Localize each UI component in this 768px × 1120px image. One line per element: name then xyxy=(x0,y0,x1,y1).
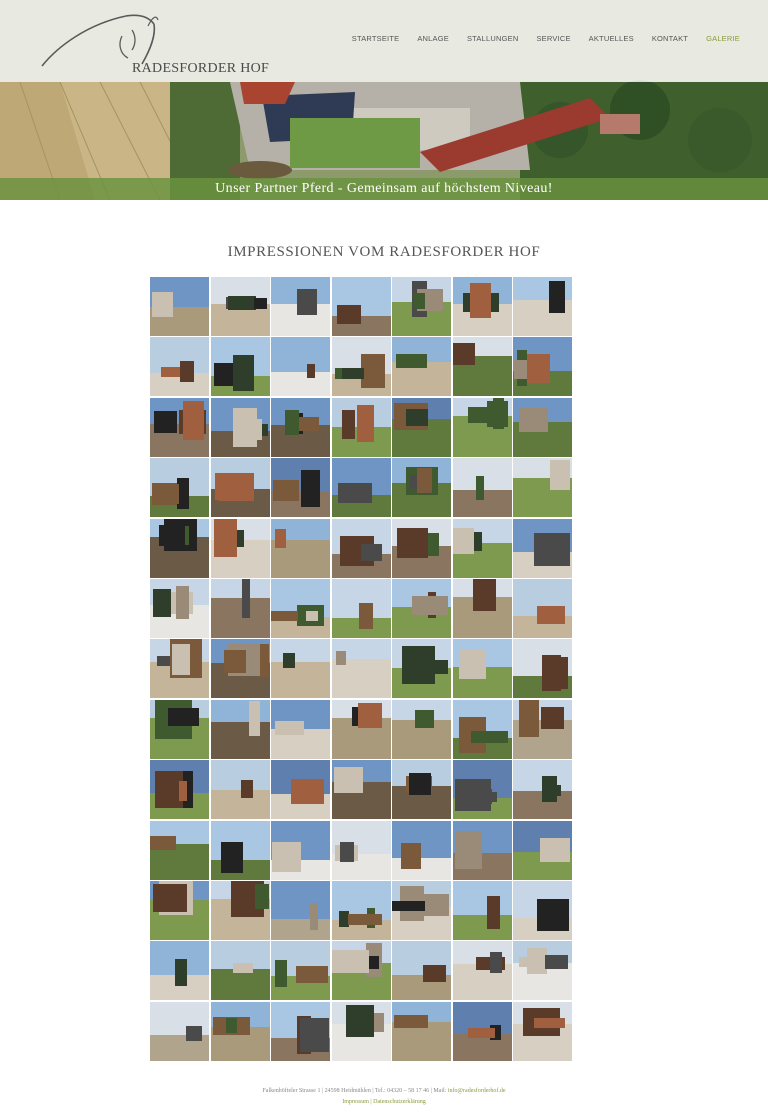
gallery-thumbnail[interactable] xyxy=(332,760,391,819)
photo-thumbnail-image xyxy=(453,821,512,880)
photo-thumbnail-image xyxy=(453,1002,512,1061)
gallery-thumbnail[interactable] xyxy=(453,579,512,638)
gallery-thumbnail[interactable] xyxy=(392,337,451,396)
photo-thumbnail-image xyxy=(271,398,330,457)
gallery-thumbnail[interactable] xyxy=(211,760,270,819)
photo-thumbnail-image xyxy=(453,760,512,819)
photo-thumbnail-image xyxy=(211,277,270,336)
gallery-thumbnail[interactable] xyxy=(150,700,209,759)
gallery-thumbnail[interactable] xyxy=(513,398,572,457)
photo-thumbnail-image xyxy=(513,519,572,578)
photo-thumbnail-image xyxy=(271,277,330,336)
gallery-thumbnail[interactable] xyxy=(150,579,209,638)
gallery-thumbnail[interactable] xyxy=(211,277,270,336)
tagline-bar xyxy=(0,178,768,200)
header-bar xyxy=(0,0,768,82)
gallery-thumbnail[interactable] xyxy=(211,519,270,578)
gallery-thumbnail[interactable] xyxy=(513,277,572,336)
gallery-thumbnail[interactable] xyxy=(332,579,391,638)
photo-thumbnail-image xyxy=(271,941,330,1000)
photo-thumbnail-image xyxy=(211,881,270,940)
photo-thumbnail-image xyxy=(150,458,209,517)
gallery-thumbnail[interactable] xyxy=(332,458,391,517)
photo-thumbnail-image xyxy=(150,277,209,336)
nav-item-galerie[interactable]: GALERIE xyxy=(706,34,740,43)
gallery-thumbnail[interactable] xyxy=(211,1002,270,1061)
photo-thumbnail-image xyxy=(332,821,391,880)
photo-thumbnail-image xyxy=(513,398,572,457)
gallery-thumbnail[interactable] xyxy=(271,398,330,457)
gallery-thumbnail[interactable] xyxy=(332,398,391,457)
gallery-thumbnail[interactable] xyxy=(453,760,512,819)
gallery-thumbnail[interactable] xyxy=(513,639,572,698)
footer-datenschutz-link[interactable]: Datenschutzerklärung xyxy=(373,1099,426,1105)
main-navigation xyxy=(352,34,740,43)
photo-thumbnail-image xyxy=(392,519,451,578)
photo-thumbnail-image xyxy=(392,700,451,759)
gallery-thumbnail[interactable] xyxy=(211,700,270,759)
gallery-thumbnail[interactable] xyxy=(392,398,451,457)
photo-thumbnail-image xyxy=(513,881,572,940)
photo-thumbnail-image xyxy=(392,821,451,880)
nav-item-kontakt[interactable]: KONTAKT xyxy=(651,34,689,43)
gallery-thumbnail[interactable] xyxy=(150,277,209,336)
gallery-thumbnail[interactable] xyxy=(150,337,209,396)
photo-thumbnail-image xyxy=(392,639,451,698)
gallery-thumbnail[interactable] xyxy=(271,881,330,940)
photo-thumbnail-image xyxy=(332,398,391,457)
gallery-thumbnail[interactable] xyxy=(271,821,330,880)
photo-thumbnail-image xyxy=(211,941,270,1000)
gallery-thumbnail[interactable] xyxy=(513,821,572,880)
gallery-thumbnail[interactable] xyxy=(453,941,512,1000)
photo-thumbnail-image xyxy=(392,760,451,819)
photo-thumbnail-image xyxy=(513,941,572,1000)
photo-thumbnail-image xyxy=(332,337,391,396)
photo-thumbnail-image xyxy=(332,579,391,638)
photo-thumbnail-image xyxy=(271,760,330,819)
gallery-thumbnail[interactable] xyxy=(392,941,451,1000)
photo-thumbnail-image xyxy=(150,639,209,698)
photo-thumbnail-image xyxy=(392,458,451,517)
photo-thumbnail-image xyxy=(332,1002,391,1061)
gallery-thumbnail[interactable] xyxy=(392,579,451,638)
brand-name: RADESFORDER HOF xyxy=(132,61,270,76)
photo-thumbnail-image xyxy=(150,821,209,880)
gallery-thumbnail[interactable] xyxy=(513,700,572,759)
gallery-thumbnail[interactable] xyxy=(150,821,209,880)
gallery-thumbnail[interactable] xyxy=(392,277,451,336)
gallery-thumbnail[interactable] xyxy=(513,519,572,578)
gallery-thumbnail[interactable] xyxy=(513,760,572,819)
gallery-thumbnail[interactable] xyxy=(211,337,270,396)
footer-address: Falkenhöfteler Strasse 1 | 24598 Heidmühlen | Tel.: 04320 – 58 17 46 | Mail: xyxy=(262,1088,447,1094)
photo-thumbnail-image xyxy=(513,1002,572,1061)
gallery-thumbnail[interactable] xyxy=(211,941,270,1000)
gallery-thumbnail[interactable] xyxy=(150,398,209,457)
photo-thumbnail-image xyxy=(332,881,391,940)
gallery-thumbnail[interactable] xyxy=(513,1002,572,1061)
gallery-thumbnail[interactable] xyxy=(453,277,512,336)
photo-thumbnail-image xyxy=(332,639,391,698)
gallery-thumbnail[interactable] xyxy=(392,760,451,819)
nav-item-anlage[interactable]: ANLAGE xyxy=(417,34,449,43)
gallery-thumbnail[interactable] xyxy=(332,700,391,759)
photo-thumbnail-image xyxy=(513,579,572,638)
gallery-thumbnail[interactable] xyxy=(453,700,512,759)
gallery-thumbnail[interactable] xyxy=(332,821,391,880)
gallery-thumbnail[interactable] xyxy=(392,519,451,578)
photo-thumbnail-image xyxy=(453,881,512,940)
gallery-thumbnail[interactable] xyxy=(453,821,512,880)
photo-thumbnail-image xyxy=(150,760,209,819)
photo-thumbnail-image xyxy=(211,639,270,698)
photo-thumbnail-image xyxy=(211,579,270,638)
gallery-thumbnail[interactable] xyxy=(453,881,512,940)
photo-thumbnail-image xyxy=(150,337,209,396)
photo-thumbnail-image xyxy=(271,458,330,517)
gallery-thumbnail[interactable] xyxy=(513,579,572,638)
gallery-thumbnail[interactable] xyxy=(150,1002,209,1061)
photo-thumbnail-image xyxy=(271,579,330,638)
gallery-thumbnail[interactable] xyxy=(332,941,391,1000)
brand-logo[interactable] xyxy=(38,6,270,78)
photo-thumbnail-image xyxy=(453,337,512,396)
gallery-thumbnail[interactable] xyxy=(392,639,451,698)
photo-thumbnail-image xyxy=(513,639,572,698)
gallery-thumbnail[interactable] xyxy=(150,941,209,1000)
gallery-thumbnail[interactable] xyxy=(271,760,330,819)
gallery-thumbnail[interactable] xyxy=(150,519,209,578)
gallery-thumbnail[interactable] xyxy=(332,1002,391,1061)
footer-email-link[interactable]: info@radesforderhof.de xyxy=(447,1088,506,1094)
gallery-thumbnail[interactable] xyxy=(271,700,330,759)
photo-thumbnail-image xyxy=(513,821,572,880)
photo-thumbnail-image xyxy=(271,337,330,396)
nav-item-stallungen[interactable]: STALLUNGEN xyxy=(466,34,519,43)
photo-thumbnail-image xyxy=(211,1002,270,1061)
gallery-thumbnail[interactable] xyxy=(332,639,391,698)
photo-thumbnail-image xyxy=(271,881,330,940)
gallery-thumbnail[interactable] xyxy=(392,700,451,759)
gallery-thumbnail[interactable] xyxy=(150,458,209,517)
footer-impressum-link[interactable]: Impressum xyxy=(342,1099,369,1105)
gallery-thumbnail[interactable] xyxy=(453,519,512,578)
gallery-thumbnail[interactable] xyxy=(513,941,572,1000)
gallery-thumbnail[interactable] xyxy=(271,519,330,578)
gallery-thumbnail[interactable] xyxy=(211,458,270,517)
gallery-thumbnail[interactable] xyxy=(332,337,391,396)
photo-thumbnail-image xyxy=(453,398,512,457)
hero-banner xyxy=(0,0,768,200)
gallery-thumbnail[interactable] xyxy=(271,458,330,517)
photo-thumbnail-image xyxy=(211,760,270,819)
photo-thumbnail-image xyxy=(271,639,330,698)
footer-contact-line xyxy=(0,1086,768,1097)
photo-thumbnail-image xyxy=(332,941,391,1000)
photo-thumbnail-image xyxy=(211,700,270,759)
gallery-thumbnail[interactable] xyxy=(271,277,330,336)
gallery-thumbnail[interactable] xyxy=(453,398,512,457)
photo-thumbnail-image xyxy=(150,398,209,457)
gallery-thumbnail[interactable] xyxy=(271,1002,330,1061)
photo-thumbnail-image xyxy=(453,458,512,517)
footer xyxy=(0,1086,768,1108)
gallery-thumbnail[interactable] xyxy=(211,398,270,457)
nav-item-service[interactable]: SERVICE xyxy=(536,34,571,43)
photo-thumbnail-image xyxy=(392,579,451,638)
photo-thumbnail-image xyxy=(332,760,391,819)
gallery-thumbnail[interactable] xyxy=(332,881,391,940)
photo-thumbnail-image xyxy=(453,579,512,638)
gallery-thumbnail[interactable] xyxy=(271,579,330,638)
photo-thumbnail-image xyxy=(150,941,209,1000)
photo-thumbnail-image xyxy=(392,1002,451,1061)
gallery-thumbnail[interactable] xyxy=(453,458,512,517)
gallery-thumbnail[interactable] xyxy=(392,1002,451,1061)
photo-thumbnail-image xyxy=(392,277,451,336)
gallery-thumbnail[interactable] xyxy=(271,337,330,396)
gallery-thumbnail[interactable] xyxy=(211,579,270,638)
gallery-thumbnail[interactable] xyxy=(332,277,391,336)
photo-thumbnail-image xyxy=(332,519,391,578)
photo-thumbnail-image xyxy=(513,458,572,517)
photo-thumbnail-image xyxy=(271,700,330,759)
photo-thumbnail-image xyxy=(150,519,209,578)
photo-thumbnail-image xyxy=(453,700,512,759)
gallery-thumbnail[interactable] xyxy=(513,458,572,517)
footer-legal-links xyxy=(0,1097,768,1108)
photo-thumbnail-image xyxy=(392,337,451,396)
photo-thumbnail-image xyxy=(332,458,391,517)
photo-thumbnail-image xyxy=(513,760,572,819)
photo-thumbnail-image xyxy=(513,277,572,336)
photo-thumbnail-image xyxy=(453,941,512,1000)
gallery-thumbnail[interactable] xyxy=(271,941,330,1000)
photo-thumbnail-image xyxy=(211,821,270,880)
photo-thumbnail-image xyxy=(453,519,512,578)
photo-thumbnail-image xyxy=(211,519,270,578)
gallery-thumbnail[interactable] xyxy=(150,639,209,698)
gallery-thumbnail[interactable] xyxy=(332,519,391,578)
photo-thumbnail-image xyxy=(211,458,270,517)
photo-thumbnail-image xyxy=(271,519,330,578)
gallery-thumbnail[interactable] xyxy=(392,881,451,940)
photo-thumbnail-image xyxy=(271,821,330,880)
hero-tagline: Unser Partner Pferd - Gemeinsam auf höchstem Niveau! xyxy=(215,181,553,196)
photo-thumbnail-image xyxy=(211,398,270,457)
photo-thumbnail-image xyxy=(332,700,391,759)
gallery-thumbnail[interactable] xyxy=(392,821,451,880)
photo-thumbnail-image xyxy=(150,1002,209,1061)
photo-thumbnail-image xyxy=(392,398,451,457)
photo-thumbnail-image xyxy=(332,277,391,336)
gallery-thumbnail[interactable] xyxy=(392,458,451,517)
gallery-thumbnail[interactable] xyxy=(453,1002,512,1061)
nav-item-startseite[interactable]: STARTSEITE xyxy=(351,34,400,43)
photo-thumbnail-image xyxy=(513,337,572,396)
photo-thumbnail-image xyxy=(211,337,270,396)
nav-item-aktuelles[interactable]: AKTUELLES xyxy=(588,34,634,43)
gallery-thumbnail[interactable] xyxy=(453,337,512,396)
photo-thumbnail-image xyxy=(513,700,572,759)
gallery-thumbnail[interactable] xyxy=(211,821,270,880)
gallery-thumbnail[interactable] xyxy=(211,881,270,940)
gallery-thumbnail[interactable] xyxy=(271,639,330,698)
photo-gallery-grid xyxy=(150,277,572,1061)
gallery-thumbnail[interactable] xyxy=(150,760,209,819)
gallery-thumbnail[interactable] xyxy=(513,881,572,940)
photo-thumbnail-image xyxy=(150,579,209,638)
gallery-thumbnail[interactable] xyxy=(150,881,209,940)
gallery-thumbnail[interactable] xyxy=(453,639,512,698)
photo-thumbnail-image xyxy=(453,277,512,336)
gallery-title: IMPRESSIONEN VOM RADESFORDER HOF xyxy=(227,244,541,260)
photo-thumbnail-image xyxy=(150,700,209,759)
gallery-thumbnail[interactable] xyxy=(211,639,270,698)
photo-thumbnail-image xyxy=(453,639,512,698)
photo-thumbnail-image xyxy=(392,881,451,940)
photo-thumbnail-image xyxy=(392,941,451,1000)
footer-separator: | xyxy=(370,1099,372,1105)
photo-thumbnail-image xyxy=(271,1002,330,1061)
gallery-thumbnail[interactable] xyxy=(513,337,572,396)
photo-thumbnail-image xyxy=(150,881,209,940)
